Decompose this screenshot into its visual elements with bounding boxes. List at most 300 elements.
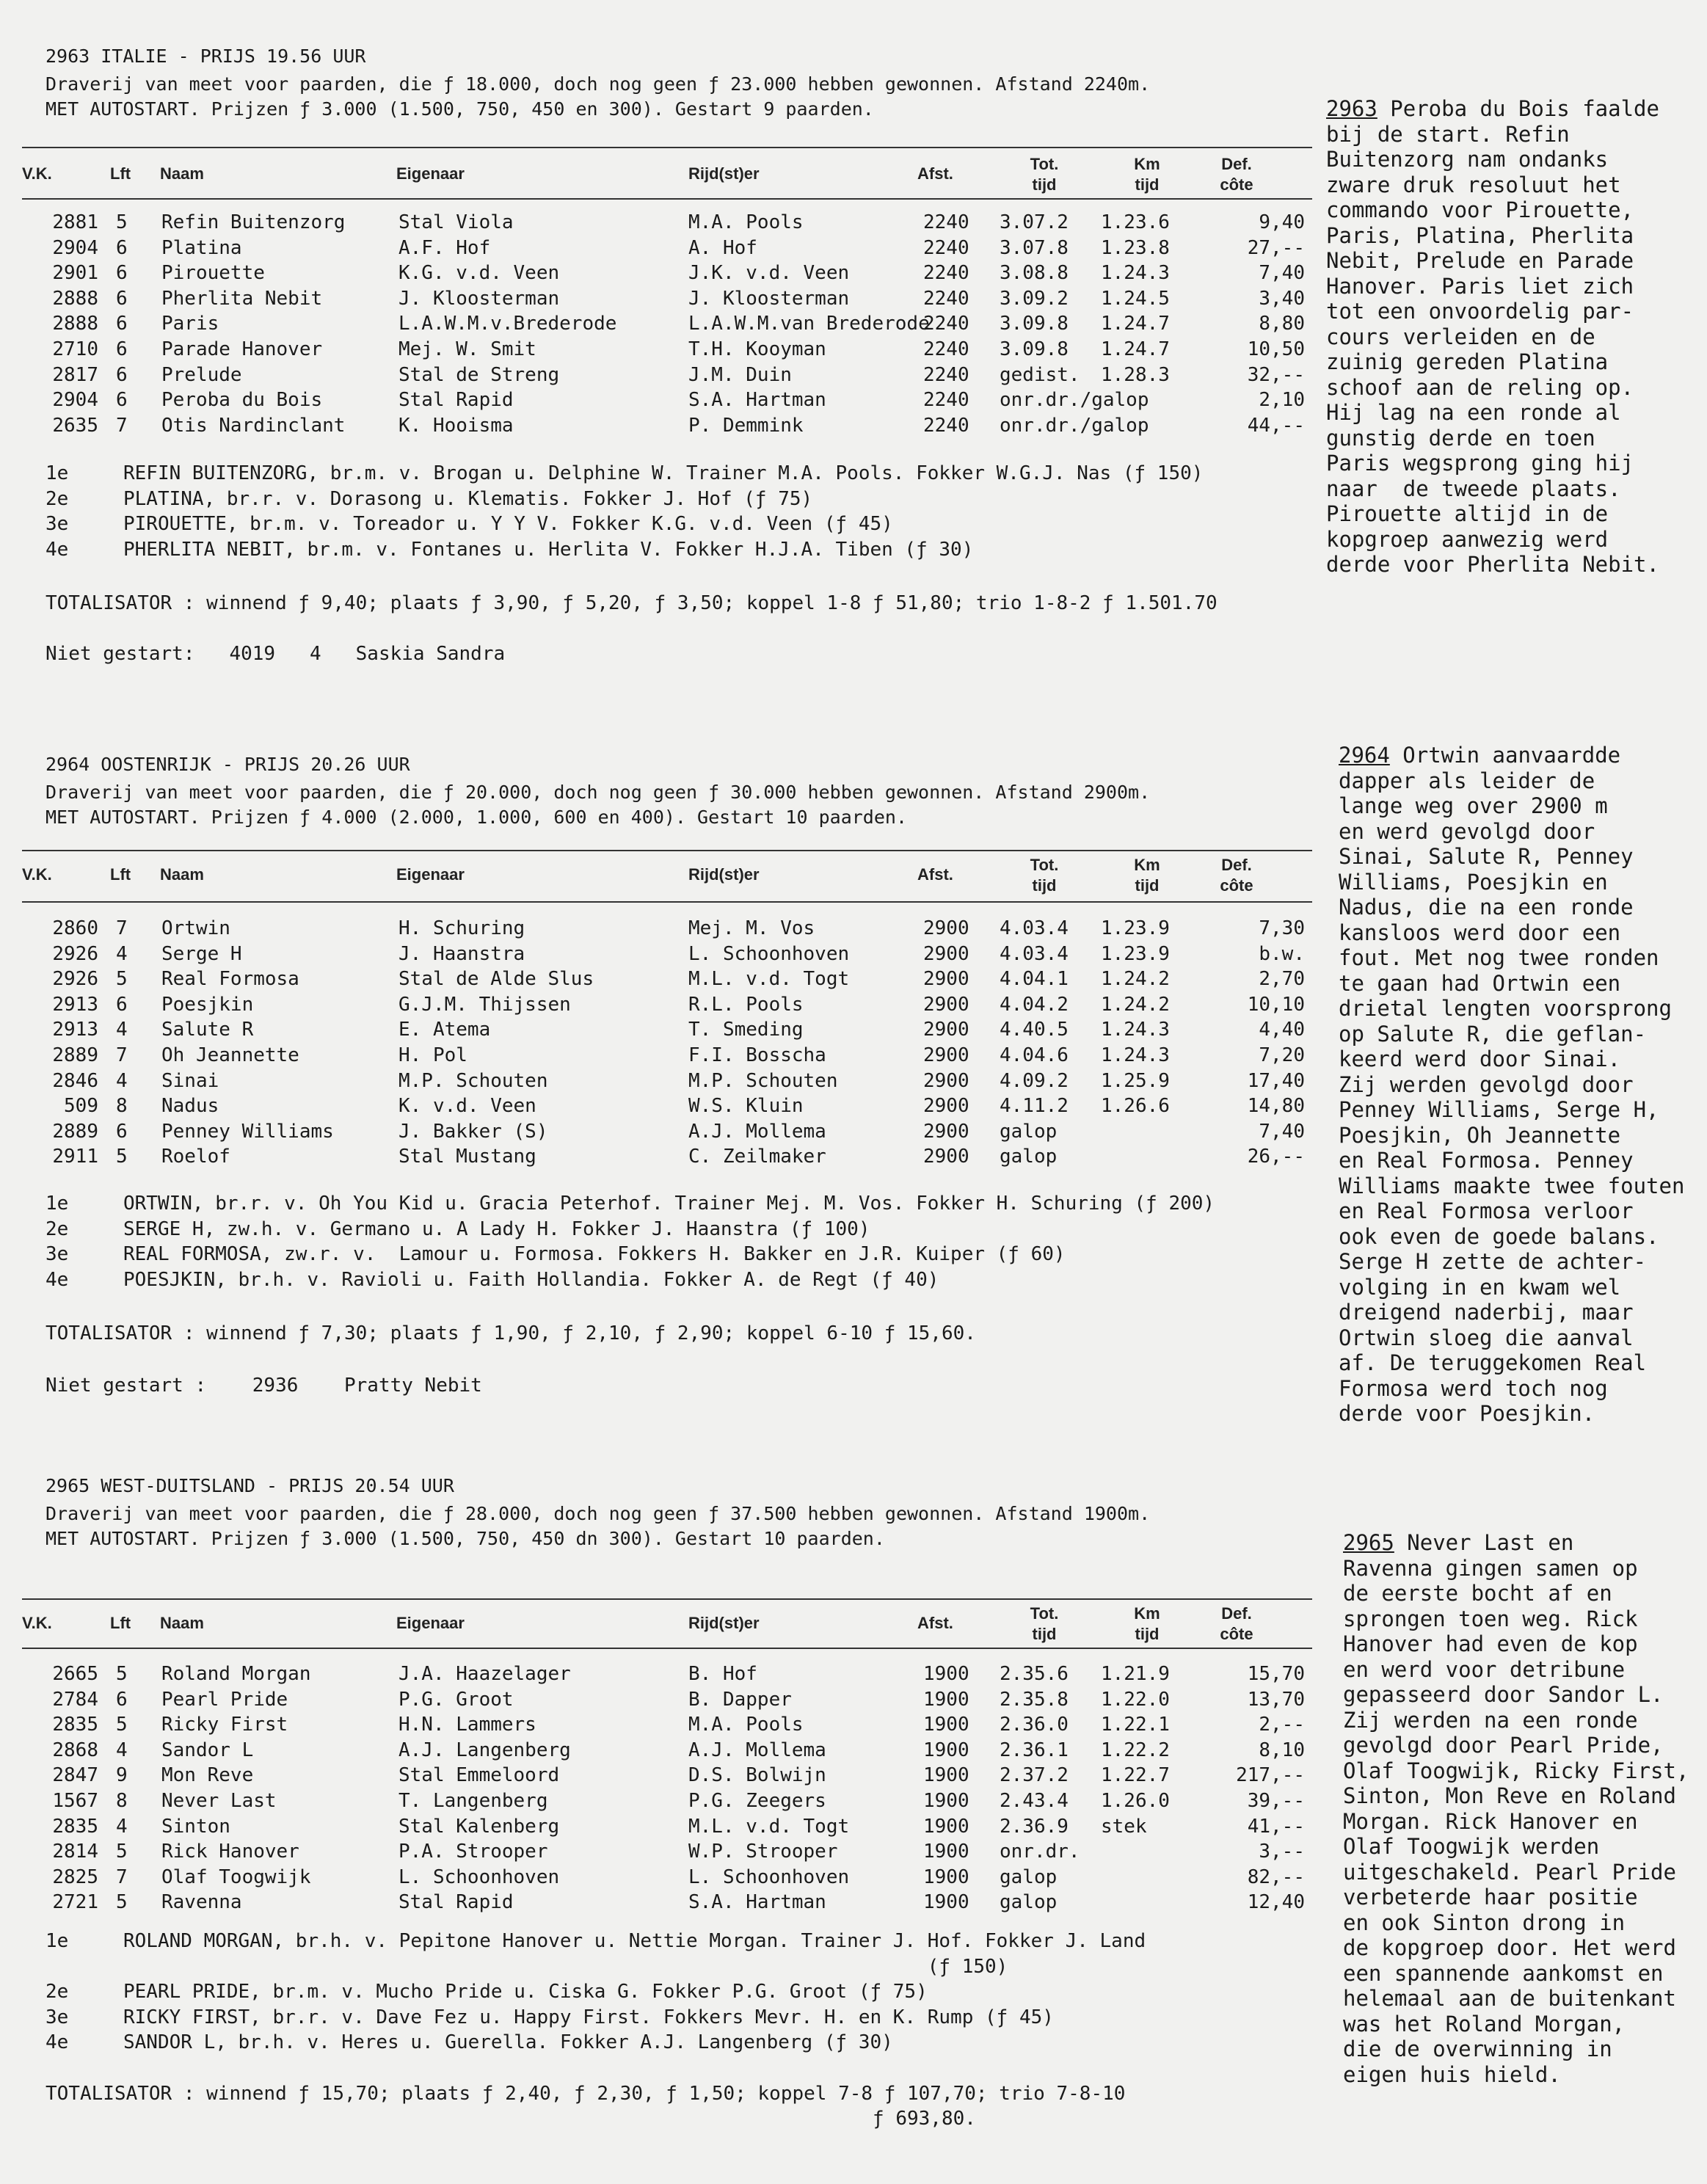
- cell-rijder: J.K. v.d. Veen: [688, 262, 850, 285]
- cell-km-tijd: 1.22.0: [1101, 1688, 1170, 1711]
- cell-cote: 8,10: [1259, 1739, 1305, 1761]
- cell-tot-tijd: 4.11.2: [1000, 1095, 1069, 1118]
- comment-text: gevolgd door Pearl Pride,: [1343, 1733, 1664, 1758]
- comment-line: [1339, 1122, 1621, 1149]
- table-row: [0, 364, 1321, 389]
- comment-text: zuinig gereden Platina: [1326, 349, 1609, 374]
- comment-text: volging in en kwam wel: [1339, 1274, 1621, 1300]
- cell-eigenaar: Stal Emmeloord: [398, 1764, 560, 1787]
- cell-naam: Platina: [161, 236, 242, 259]
- comment-line: [1339, 1350, 1647, 1376]
- comment-line: [1339, 1097, 1659, 1123]
- cell-naam: Real Formosa: [161, 968, 299, 991]
- placing-text: SERGE H, zw.h. v. Germano u. A Lady H. Fokker J. Haanstra (ƒ 100): [123, 1217, 870, 1240]
- cell-lft: 5: [116, 1663, 128, 1685]
- table-row: [0, 1663, 1321, 1688]
- comment-text: Hanover. Paris liet zich: [1326, 273, 1634, 299]
- header-naam: Naam: [160, 164, 204, 183]
- cell-naam: Sinton: [161, 1815, 230, 1838]
- header-tot-line2: tijd: [1032, 876, 1057, 895]
- table-row: [0, 389, 1321, 414]
- cell-eigenaar: M.P. Schouten: [398, 1069, 548, 1092]
- header-tot-line1: Tot.: [1030, 155, 1059, 173]
- table-row: [0, 994, 1321, 1019]
- comment-line: [1343, 1859, 1676, 1885]
- comment-text: af. De teruggekomen Real: [1339, 1350, 1647, 1375]
- cell-rijder: W.P. Strooper: [688, 1841, 838, 1863]
- comment-text: Pirouette altijd in de: [1326, 501, 1609, 526]
- cell-lft: 5: [116, 968, 128, 991]
- comment-text: Ortwin sloeg die aanval: [1339, 1325, 1634, 1350]
- header-lft: Lft: [110, 164, 131, 183]
- placing-text: POESJKIN, br.h. v. Ravioli u. Faith Hollandia. Fokker A. de Regt (ƒ 40): [123, 1268, 939, 1291]
- cell-km-tijd: 1.23.9: [1101, 942, 1170, 965]
- cell-cote: 217,--: [1236, 1764, 1305, 1787]
- comment-line: [1326, 248, 1634, 274]
- comment-line: [1339, 1173, 1685, 1199]
- cell-tot-tijd: 2.36.9: [1000, 1815, 1069, 1838]
- cell-tot-tijd: 3.09.8: [1000, 313, 1069, 335]
- cell-naam: Prelude: [161, 363, 242, 386]
- comment-text: Ortwin aanvaardde: [1389, 743, 1621, 768]
- cell-cote: 32,--: [1247, 363, 1305, 386]
- header-tot: [1011, 154, 1077, 195]
- header-cote-line1: Def.: [1221, 1604, 1252, 1623]
- cell-eigenaar: T. Langenberg: [398, 1790, 548, 1812]
- comment-line: [1326, 197, 1634, 223]
- comment-text: derde voor Pherlita Nebit.: [1326, 552, 1659, 577]
- comment-text: kansloos werd door een: [1339, 920, 1621, 945]
- cell-vk: 2860: [52, 917, 98, 939]
- comment-line: [1343, 1530, 1622, 1556]
- placing-text: ROLAND MORGAN, br.h. v. Pepitone Hanover u. Nettie Morgan. Trainer J. Hof. Fokker J. Land: [123, 1930, 1146, 1952]
- totalisator: ƒ 693,80.: [46, 2108, 976, 2130]
- comment-text: dreigend naderbij, maar: [1339, 1300, 1634, 1325]
- cell-eigenaar: K. v.d. Veen: [398, 1095, 536, 1118]
- comment-line: [1339, 768, 1617, 794]
- cell-km-tijd: 1.24.3: [1101, 1019, 1170, 1041]
- cell-vk: 2868: [52, 1739, 98, 1761]
- cell-rijder: B. Hof: [688, 1663, 757, 1685]
- cell-rijder: A.J. Mollema: [688, 1739, 826, 1761]
- comment-text: Sinai, Salute R, Penney: [1339, 844, 1634, 869]
- cell-km-tijd: 1.24.3: [1101, 1044, 1170, 1066]
- cell-naam: Refin Buitenzorg: [161, 211, 346, 233]
- cell-rijder: C. Zeilmaker: [688, 1146, 826, 1168]
- table-row: [0, 338, 1321, 363]
- placing-text: (ƒ 150): [123, 1955, 1008, 1978]
- comment-line: [1343, 1733, 1664, 1758]
- totalisator: TOTALISATOR : winnend ƒ 15,70; plaats ƒ 2,40, ƒ 2,30, ƒ 1,50; koppel 7-8 ƒ 107,70; trio 7-8-10: [46, 2083, 1126, 2105]
- comment-line: [1339, 1274, 1621, 1300]
- cell-naam: Parade Hanover: [161, 338, 323, 360]
- cell-naam: Paris: [161, 313, 219, 335]
- comment-text: de eerste bocht af en: [1343, 1581, 1612, 1606]
- comment-text: Zij werden gevolgd door: [1339, 1071, 1634, 1097]
- cell-lft: 5: [116, 1714, 128, 1736]
- comment-text: tot een onvoordelig par-: [1326, 299, 1634, 324]
- comment-text: cours verleiden en de: [1326, 324, 1595, 349]
- cell-cote: 13,70: [1247, 1688, 1305, 1711]
- comment-line: [1326, 324, 1605, 350]
- cell-naam: Nadus: [161, 1095, 219, 1118]
- comment-line: [1343, 1808, 1638, 1835]
- header-tot-line2: tijd: [1032, 1625, 1057, 1643]
- cell-tot-tijd: 3.09.2: [1000, 287, 1069, 310]
- cell-km-tijd: 1.26.6: [1101, 1095, 1170, 1118]
- header-eigenaar: Eigenaar: [396, 164, 465, 183]
- cell-lft: 6: [116, 236, 128, 259]
- comment-text: Olaf Toogwijk werden: [1343, 1834, 1600, 1859]
- comment-text: Williams, Poesjkin en: [1339, 869, 1608, 895]
- comment-line: [1339, 996, 1672, 1022]
- table-row: [0, 1739, 1321, 1764]
- race-conditions: MET AUTOSTART. Prijzen ƒ 3.000 (1.500, 750, 450 dn 300). Gestart 10 paarden.: [46, 1528, 885, 1549]
- comment-text: Williams maakte twee fouten: [1339, 1173, 1685, 1198]
- cell-tot-tijd: onr.dr./galop: [1000, 414, 1149, 437]
- cell-cote: 7,40: [1259, 1120, 1305, 1143]
- cell-cote: 27,--: [1247, 236, 1305, 259]
- table-row: [0, 1790, 1321, 1815]
- comment-text: Serge H zette de achter-: [1339, 1249, 1647, 1274]
- cell-lft: 7: [116, 414, 128, 437]
- table-top-rule: [22, 147, 1312, 148]
- comment-line: [1326, 501, 1609, 527]
- placing-rank: 3e: [46, 513, 69, 536]
- table-row: [0, 313, 1321, 338]
- cell-lft: 6: [116, 338, 128, 360]
- cell-naam: Oh Jeannette: [161, 1044, 299, 1066]
- cell-rijder: F.I. Bosscha: [688, 1044, 826, 1066]
- comment-text: Never Last en: [1394, 1530, 1574, 1555]
- cell-vk: 2901: [52, 262, 98, 285]
- cell-afst: 2240: [923, 236, 969, 259]
- header-afst: Afst.: [917, 1614, 953, 1632]
- comment-line: [1343, 1707, 1638, 1733]
- cell-tot-tijd: 4.04.1: [1000, 968, 1069, 991]
- cell-cote: 41,--: [1247, 1815, 1305, 1838]
- cell-tot-tijd: 2.35.8: [1000, 1688, 1069, 1711]
- cell-eigenaar: J. Bakker (S): [398, 1120, 548, 1143]
- comment-text: naar de tweede plaats.: [1326, 476, 1621, 501]
- comment-line: [1339, 1046, 1621, 1072]
- cell-afst: 2900: [923, 1146, 969, 1168]
- comment-text: Penney Williams, Serge H,: [1339, 1097, 1659, 1122]
- cell-tot-tijd: 2.36.0: [1000, 1714, 1069, 1736]
- cell-naam: Peroba du Bois: [161, 389, 323, 412]
- cell-rijder: Mej. M. Vos: [688, 917, 815, 939]
- cell-vk: 2814: [52, 1841, 98, 1863]
- cell-rijder: L.A.W.M.van Brederode: [688, 313, 930, 335]
- race-title: 2965 WEST-DUITSLAND - PRIJS 20.54 UUR: [46, 1475, 454, 1496]
- header-eigenaar: Eigenaar: [396, 865, 465, 884]
- comment-text: fout. Met nog twee ronden: [1339, 945, 1659, 970]
- table-row: [0, 968, 1321, 993]
- comment-line: [1326, 349, 1609, 375]
- cell-vk: 2913: [52, 993, 98, 1016]
- cell-naam: Otis Nardinclant: [161, 414, 346, 437]
- cell-rijder: R.L. Pools: [688, 993, 804, 1016]
- cell-rijder: M.L. v.d. Togt: [688, 968, 850, 991]
- cell-cote: 7,20: [1259, 1044, 1305, 1066]
- race-conditions: Draverij van meet voor paarden, die ƒ 28.000, doch nog geen ƒ 37.500 hebben gewonnen. Afstand 1900m.: [46, 1503, 1151, 1524]
- table-top-rule: [22, 1598, 1312, 1600]
- race-conditions: Draverij van meet voor paarden, die ƒ 18.000, doch nog geen ƒ 23.000 hebben gewonnen. Afstand 2240m.: [46, 73, 1151, 95]
- cell-naam: Mon Reve: [161, 1764, 254, 1787]
- cell-afst: 1900: [923, 1739, 969, 1761]
- cell-cote: 8,80: [1259, 313, 1305, 335]
- cell-tot-tijd: 3.08.8: [1000, 262, 1069, 285]
- cell-lft: 6: [116, 389, 128, 412]
- comment-line: [1326, 526, 1609, 553]
- cell-eigenaar: P.G. Groot: [398, 1688, 514, 1711]
- cell-vk: 2710: [52, 338, 98, 360]
- comment-text: helemaal aan de buitenkant: [1343, 1986, 1676, 2011]
- cell-vk: 2784: [52, 1688, 98, 1711]
- comment-text: Sinton, Mon Reve en Roland: [1343, 1783, 1676, 1808]
- comment-text: Ravenna gingen samen op: [1343, 1555, 1638, 1581]
- header-rijder: Rijd(st)er: [688, 865, 760, 884]
- cell-vk: 2665: [52, 1663, 98, 1685]
- placing-rank: 3e: [46, 2006, 69, 2028]
- cell-tot-tijd: onr.dr./galop: [1000, 389, 1149, 412]
- cell-lft: 6: [116, 1688, 128, 1711]
- cell-naam: Olaf Toogwijk: [161, 1866, 311, 1888]
- cell-vk: 509: [64, 1095, 98, 1118]
- placing-text: ORTWIN, br.r. v. Oh You Kid u. Gracia Peterhof. Trainer Mej. M. Vos. Fokker H. Schuring (ƒ 200): [123, 1193, 1215, 1215]
- cell-eigenaar: G.J.M. Thijssen: [398, 993, 571, 1016]
- cell-afst: 2900: [923, 1095, 969, 1118]
- placing-text: PLATINA, br.r. v. Dorasong u. Klematis. Fokker J. Hof (ƒ 75): [123, 487, 813, 510]
- comment-text: Paris wegsprong ging hij: [1326, 451, 1634, 476]
- comment-text: derde voor Poesjkin.: [1339, 1401, 1595, 1426]
- cell-vk: 2888: [52, 313, 98, 335]
- cell-cote: 3,--: [1259, 1841, 1305, 1863]
- cell-rijder: M.A. Pools: [688, 211, 804, 233]
- race-comment: [1326, 96, 1659, 578]
- header-km-line2: tijd: [1135, 876, 1160, 895]
- header-cote-line1: Def.: [1221, 155, 1252, 173]
- comment-line: [1343, 2062, 1622, 2088]
- header-afst: Afst.: [917, 865, 953, 884]
- table-row: [0, 1764, 1321, 1789]
- comment-text: dapper als leider de: [1339, 768, 1595, 793]
- cell-vk: 2913: [52, 1019, 98, 1041]
- cell-tot-tijd: 4.04.2: [1000, 993, 1069, 1016]
- comment-line: [1343, 1555, 1638, 1581]
- cell-km-tijd: 1.22.2: [1101, 1739, 1170, 1761]
- header-eigenaar: Eigenaar: [396, 1614, 465, 1632]
- cell-naam: Ricky First: [161, 1714, 288, 1736]
- header-tot-line2: tijd: [1032, 175, 1057, 194]
- header-tot: [1011, 855, 1077, 896]
- totalisator: TOTALISATOR : winnend ƒ 9,40; plaats ƒ 3,90, ƒ 5,20, ƒ 3,50; koppel 1-8 ƒ 51,80; trio 1-8-2 ƒ 1.501.70: [46, 592, 1218, 614]
- comment-race-number: 2965: [1343, 1530, 1394, 1555]
- placing-text: PIROUETTE, br.m. v. Toreador u. Y Y V. Fokker K.G. v.d. Veen (ƒ 45): [123, 513, 893, 536]
- header-lft: Lft: [110, 1614, 131, 1632]
- cell-km-tijd: 1.25.9: [1101, 1069, 1170, 1092]
- cell-vk: 2904: [52, 236, 98, 259]
- comment-text: die de overwinning in: [1343, 2036, 1612, 2061]
- comment-text: Olaf Toogwijk, Ricky First,: [1343, 1758, 1689, 1783]
- comment-text: Buitenzorg nam ondanks: [1326, 147, 1609, 172]
- comment-line: [1339, 1401, 1617, 1427]
- comment-line: [1339, 1071, 1634, 1098]
- cell-afst: 2240: [923, 262, 969, 285]
- cell-lft: 4: [116, 942, 128, 965]
- comment-text: zware druk resoluut het: [1326, 172, 1621, 197]
- cell-tot-tijd: 4.03.4: [1000, 917, 1069, 939]
- cell-cote: 17,40: [1247, 1069, 1305, 1092]
- placing-rank: 4e: [46, 2031, 69, 2054]
- comment-text: een spannende aankomst en: [1343, 1960, 1664, 1986]
- table-row: [0, 943, 1321, 968]
- header-km-line1: Km: [1134, 155, 1160, 173]
- cell-cote: b.w.: [1259, 942, 1305, 965]
- comment-text: kopgroep aanwezig werd: [1326, 526, 1609, 552]
- header-vk: V.K.: [22, 164, 52, 183]
- table-header-rule: [22, 198, 1312, 200]
- comment-text: keerd werd door Sinai.: [1339, 1046, 1621, 1071]
- cell-km-tijd: 1.22.7: [1101, 1764, 1170, 1787]
- comment-text: lange weg over 2900 m: [1339, 793, 1608, 818]
- cell-cote: 4,40: [1259, 1019, 1305, 1041]
- cell-eigenaar: H.N. Lammers: [398, 1714, 536, 1736]
- cell-cote: 26,--: [1247, 1146, 1305, 1168]
- cell-vk: 2926: [52, 942, 98, 965]
- cell-rijder: T.H. Kooyman: [688, 338, 826, 360]
- cell-km-tijd: 1.24.5: [1101, 287, 1170, 310]
- race-conditions: Draverij van meet voor paarden, die ƒ 20.000, doch nog geen ƒ 30.000 hebben gewonnen. Afstand 2900m.: [46, 782, 1151, 803]
- table-header-rule: [22, 1648, 1312, 1649]
- cell-afst: 1900: [923, 1663, 969, 1685]
- comment-text: de kopgroep door. Het werd: [1343, 1935, 1676, 1960]
- header-afst: Afst.: [917, 164, 953, 183]
- cell-afst: 1900: [923, 1714, 969, 1736]
- comment-text: verbeterde haar positie: [1343, 1885, 1638, 1910]
- cell-afst: 1900: [923, 1866, 969, 1888]
- header-lft: Lft: [110, 865, 131, 884]
- cell-lft: 4: [116, 1069, 128, 1092]
- placing-rank: 4e: [46, 1268, 69, 1291]
- cell-cote: 82,--: [1247, 1866, 1305, 1888]
- comment-text: sprongen toen weg. Rick: [1343, 1606, 1638, 1631]
- cell-vk: 2846: [52, 1069, 98, 1092]
- cell-lft: 6: [116, 262, 128, 285]
- comment-line: [1343, 1581, 1622, 1606]
- cell-eigenaar: Stal Rapid: [398, 389, 514, 412]
- cell-naam: Pearl Pride: [161, 1688, 288, 1711]
- cell-vk: 2847: [52, 1764, 98, 1787]
- comment-line: [1343, 1986, 1676, 2012]
- comment-line: [1326, 552, 1659, 578]
- comment-text: gunstig derde en toen: [1326, 425, 1595, 451]
- cell-lft: 4: [116, 1739, 128, 1761]
- cell-afst: 1900: [923, 1688, 969, 1711]
- cell-km-tijd: 1.21.9: [1101, 1663, 1170, 1685]
- cell-lft: 8: [116, 1790, 128, 1812]
- comment-line: [1343, 1758, 1689, 1784]
- cell-eigenaar: Stal de Alde Slus: [398, 968, 594, 991]
- cell-naam: Ortwin: [161, 917, 230, 939]
- cell-lft: 5: [116, 211, 128, 233]
- cell-afst: 1900: [923, 1764, 969, 1787]
- cell-km-tijd: 1.23.6: [1101, 211, 1170, 233]
- cell-naam: Roland Morgan: [161, 1663, 311, 1685]
- cell-eigenaar: L.A.W.M.v.Brederode: [398, 313, 617, 335]
- cell-naam: Serge H: [161, 942, 242, 965]
- cell-km-tijd: 1.26.0: [1101, 1790, 1170, 1812]
- cell-km-tijd: 1.24.7: [1101, 338, 1170, 360]
- cell-vk: 1567: [52, 1790, 98, 1812]
- header-km-line1: Km: [1134, 1604, 1160, 1623]
- comment-text: en werd gevolgd door: [1339, 818, 1595, 844]
- header-km: [1114, 154, 1180, 195]
- cell-vk: 2926: [52, 968, 98, 991]
- placing-text: RICKY FIRST, br.r. v. Dave Fez u. Happy First. Fokkers Mevr. H. en K. Rump (ƒ 45): [123, 2006, 1054, 2028]
- header-km-line2: tijd: [1135, 1625, 1160, 1643]
- race-title: 2964 OOSTENRIJK - PRIJS 20.26 UUR: [46, 754, 410, 775]
- cell-afst: 2240: [923, 313, 969, 335]
- cell-afst: 2900: [923, 942, 969, 965]
- comment-text: Nadus, die na een ronde: [1339, 895, 1634, 920]
- cell-tot-tijd: 2.43.4: [1000, 1790, 1069, 1812]
- table-row: [0, 288, 1321, 313]
- cell-cote: 3,40: [1259, 287, 1305, 310]
- cell-eigenaar: A.J. Langenberg: [398, 1739, 571, 1761]
- cell-tot-tijd: 4.40.5: [1000, 1019, 1069, 1041]
- comment-text: op Salute R, die geflan-: [1339, 1021, 1647, 1046]
- cell-afst: 2900: [923, 917, 969, 939]
- comment-line: [1339, 743, 1621, 768]
- table-top-rule: [22, 850, 1312, 851]
- cell-eigenaar: H. Schuring: [398, 917, 525, 939]
- cell-eigenaar: Stal de Streng: [398, 363, 560, 386]
- cell-naam: Pirouette: [161, 262, 265, 285]
- header-cote: [1204, 154, 1270, 195]
- cell-eigenaar: Stal Mustang: [398, 1146, 536, 1168]
- cell-lft: 8: [116, 1095, 128, 1118]
- comment-line: [1326, 451, 1634, 476]
- race-comment: [1339, 743, 1685, 1427]
- placing-text: PHERLITA NEBIT, br.m. v. Fontanes u. Herlita V. Fokker H.J.A. Tiben (ƒ 30): [123, 538, 974, 561]
- comment-line: [1339, 1249, 1647, 1275]
- cell-km-tijd: 1.24.3: [1101, 262, 1170, 285]
- cell-km-tijd: stek: [1101, 1815, 1147, 1838]
- cell-naam: Never Last: [161, 1790, 277, 1812]
- cell-cote: 7,30: [1259, 917, 1305, 939]
- placing-rank: 1e: [46, 462, 69, 484]
- comment-line: [1326, 222, 1634, 249]
- placing-rank: 1e: [46, 1193, 69, 1215]
- header-cote-line1: Def.: [1221, 856, 1252, 874]
- comment-line: [1326, 400, 1621, 426]
- cell-vk: 2817: [52, 363, 98, 386]
- cell-lft: 5: [116, 1146, 128, 1168]
- comment-text: te gaan had Ortwin een: [1339, 970, 1621, 996]
- cell-rijder: W.S. Kluin: [688, 1095, 804, 1118]
- comment-line: [1343, 1606, 1638, 1632]
- header-tot-line1: Tot.: [1030, 1604, 1059, 1623]
- comment-text: Hanover had even de kop: [1343, 1631, 1638, 1656]
- cell-tot-tijd: galop: [1000, 1866, 1058, 1888]
- cell-km-tijd: 1.28.3: [1101, 363, 1170, 386]
- cell-rijder: P.G. Zeegers: [688, 1790, 826, 1812]
- race-conditions: MET AUTOSTART. Prijzen ƒ 3.000 (1.500, 750, 450 en 300). Gestart 9 paarden.: [46, 98, 874, 120]
- comment-line: [1339, 793, 1617, 819]
- cell-vk: 2904: [52, 389, 98, 412]
- comment-line: [1339, 1376, 1617, 1402]
